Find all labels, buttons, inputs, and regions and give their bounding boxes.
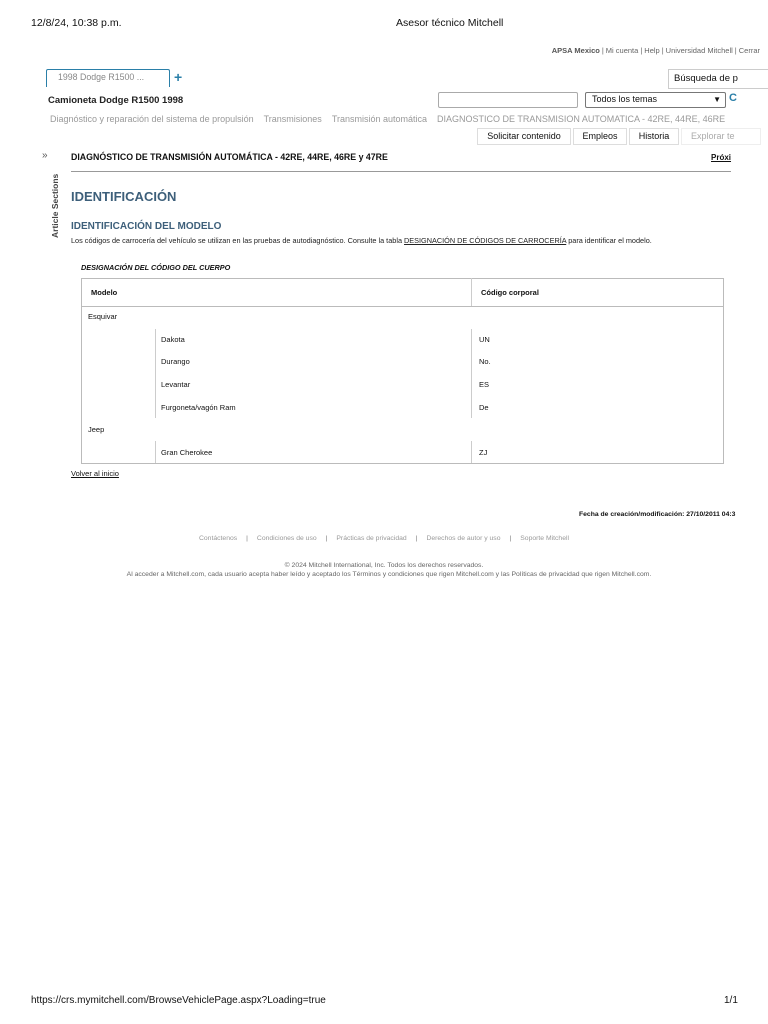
print-url: https://crs.mymitchell.com/BrowseVehiclePage.aspx?Loading=true: [31, 995, 326, 1006]
chevron-down-icon: ▼: [713, 95, 721, 104]
model-cell: Gran Cherokee: [161, 448, 213, 457]
code-cell: UN: [479, 335, 490, 344]
browse-button[interactable]: Explorar te: [681, 128, 761, 145]
row-divider: [471, 329, 472, 418]
table-caption: DESIGNACIÓN DEL CÓDIGO DEL CUERPO: [81, 263, 231, 272]
terms-text: Al acceder a Mitchell.com, cada usuario acepta haber leído y aceptado los Términos y condiciones que rigen Mitchell.com y las Políticas de privacidad que rigen Mitchell.com.: [126, 571, 652, 578]
footer-links: [0, 535, 768, 542]
request-content-button[interactable]: Solicitar contenido: [477, 128, 571, 145]
print-page-number: 1/1: [724, 995, 738, 1006]
print-datetime: 12/8/24, 10:38 p.m.: [31, 17, 122, 29]
breadcrumb: [50, 114, 735, 124]
code-cell: ES: [479, 380, 490, 389]
row-divider: [155, 441, 156, 463]
model-cell: Levantar: [161, 380, 191, 389]
help-link[interactable]: Help: [644, 46, 660, 55]
search-input[interactable]: [438, 92, 578, 108]
intro-text: para identificar el modelo.: [566, 236, 652, 245]
quick-search-button[interactable]: Búsqueda de p: [668, 69, 768, 89]
created-modified-date: Fecha de creación/modificación: 27/10/2011 04:3: [579, 511, 736, 518]
code-cell: No.: [479, 357, 491, 366]
breadcrumb-item[interactable]: Diagnóstico y reparación del sistema de propulsión: [50, 114, 254, 124]
topic-select[interactable]: [585, 92, 726, 108]
document-heading: DIAGNÓSTICO DE TRANSMISIÓN AUTOMÁTICA - 42RE, 44RE, 46RE y 47RE: [71, 152, 388, 162]
vehicle-title: Camioneta Dodge R1500 1998: [48, 95, 184, 106]
link-separator: |: [661, 46, 664, 55]
jobs-button[interactable]: Empleos: [573, 128, 627, 145]
model-cell: Durango: [161, 357, 190, 366]
history-button[interactable]: Historia: [629, 128, 679, 145]
topic-select-value: Todos los temas: [592, 94, 658, 104]
my-account-link[interactable]: Mi cuenta: [605, 46, 639, 55]
model-cell: Dakota: [161, 335, 185, 344]
footer-separator: |: [415, 535, 418, 542]
copyright-text: © 2024 Mitchell International, Inc. Todos los derechos reservados.: [284, 562, 484, 569]
search-icon[interactable]: C: [729, 92, 737, 104]
support-link[interactable]: Soporte Mitchell: [520, 535, 569, 542]
divider: [71, 171, 731, 172]
link-separator: |: [640, 46, 643, 55]
next-link[interactable]: Próxi: [711, 153, 732, 162]
copyright-link[interactable]: Derechos de autor y uso: [426, 535, 501, 542]
double-chevron-right-icon[interactable]: »: [42, 150, 48, 161]
subsection-title: IDENTIFICACIÓN DEL MODELO: [71, 221, 222, 232]
model-cell: Furgoneta/vagón Ram: [161, 403, 236, 412]
top-links: [551, 46, 761, 55]
intro-text: Los códigos de carrocería del vehículo se utilizan en las pruebas de autodiagnóstico. Consulte la tabla: [71, 236, 405, 245]
make-cell: Esquivar: [88, 312, 118, 321]
add-tab-icon[interactable]: +: [174, 69, 183, 85]
section-title: IDENTIFICACIÓN: [71, 189, 177, 204]
footer-separator: |: [246, 535, 248, 542]
back-to-top-link[interactable]: Volver al inicio: [71, 469, 119, 478]
code-cell: De: [479, 403, 489, 412]
org-name: APSA Mexico: [551, 46, 600, 55]
footer-separator: |: [509, 535, 512, 542]
university-link[interactable]: Universidad Mitchell: [665, 46, 733, 55]
table-header-divider: [81, 306, 724, 307]
column-header-code: Código corporal: [481, 288, 539, 297]
terms-link[interactable]: Condiciones de uso: [256, 535, 317, 542]
logout-link[interactable]: Cerrar: [738, 46, 760, 55]
breadcrumb-item[interactable]: Transmisiones: [263, 114, 322, 124]
code-cell: ZJ: [479, 448, 488, 457]
print-page-title: Asesor técnico Mitchell: [396, 17, 504, 29]
make-cell: Jeep: [88, 425, 105, 434]
breadcrumb-item[interactable]: Transmisión automática: [331, 114, 428, 124]
row-divider: [471, 441, 472, 463]
row-divider: [155, 329, 156, 418]
breadcrumb-item[interactable]: DIAGNOSTICO DE TRANSMISION AUTOMATICA - 42RE, 44RE, 46RE: [437, 114, 726, 124]
contact-link[interactable]: Contáctenos: [198, 535, 238, 542]
body-code-table-link[interactable]: DESIGNACIÓN DE CÓDIGOS DE CARROCERÍA: [404, 236, 567, 245]
footer-separator: |: [325, 535, 328, 542]
intro-paragraph: [71, 236, 652, 245]
article-sections-label[interactable]: Article Sections: [50, 173, 60, 238]
vehicle-tab-label[interactable]: 1998 Dodge R1500 ...: [58, 72, 145, 82]
column-header-model: Modelo: [91, 288, 118, 297]
table-column-divider: [471, 278, 472, 306]
privacy-link[interactable]: Prácticas de privacidad: [336, 535, 407, 542]
link-separator: |: [734, 46, 737, 55]
link-separator: |: [601, 46, 604, 55]
